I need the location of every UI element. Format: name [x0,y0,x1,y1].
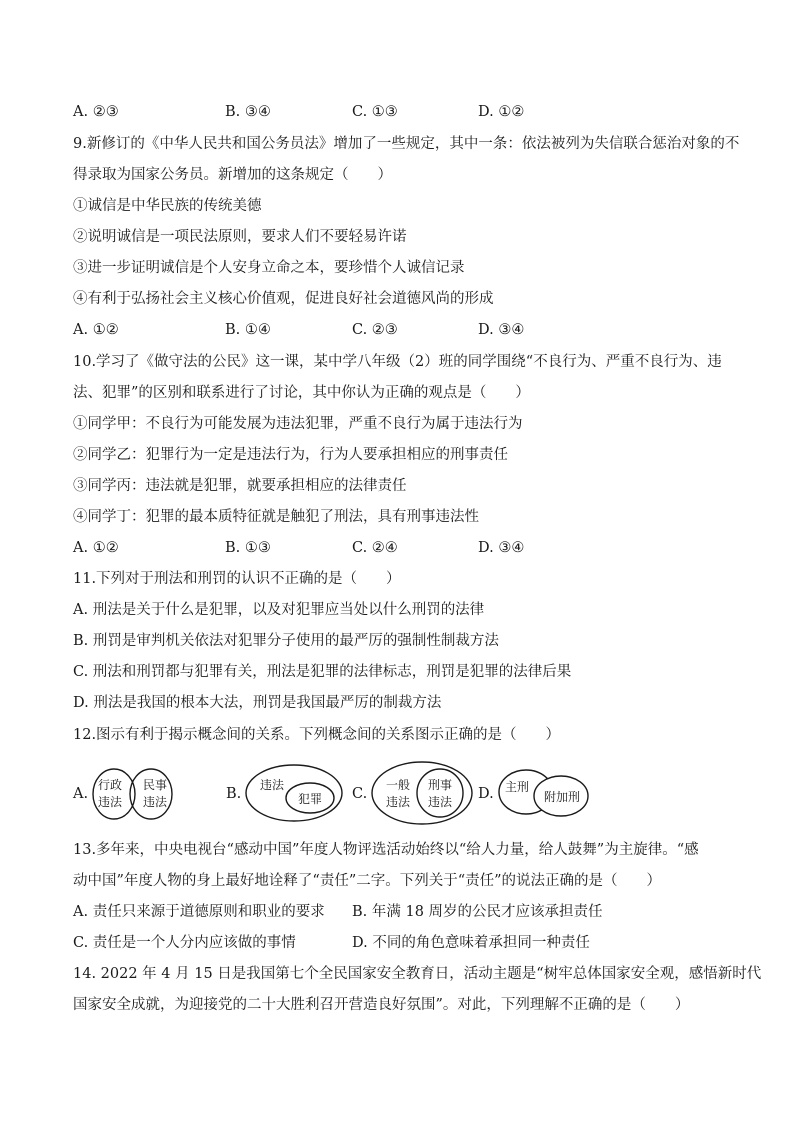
q12-stem: 12.图示有利于揭示概念间的关系。下列概念间的关系图示正确的是（ ） [73,727,561,743]
q13-stem-line1: 13.多年来，中央电视台“感动中国”年度人物评选活动始终以“给人力量，给人鼓舞”为主旋律。“感 [73,842,699,858]
q13-option-d[interactable]: D. 不同的角色意味着承担同一种责任 [352,935,590,951]
q13-stem-line2: 动中国”年度人物的身上最好地诠释了“责任”二字。下列关于“责任”的说法正确的是（ ） [73,873,662,889]
q11-stem: 11.下列对于刑法和刑罚的认识不正确的是（ ） [73,571,401,587]
diagram-c-right-bottom: 违法 [427,795,453,809]
diagram-d-outer-text: 主刑 [504,780,530,794]
q12-option-c-label[interactable]: C. [352,786,368,802]
q10-statement-3: ③同学丙：违法就是犯罪，就要承担相应的法律责任 [73,478,407,494]
diagram-c-right-top: 刑事 [427,778,453,792]
diagram-b-outer-ellipse [246,765,342,821]
q8-option-b[interactable]: B. ③④ [225,104,271,120]
q9-statement-1: ①诚信是中华民族的传统美德 [73,198,262,214]
q10-stem-line1: 10.学习了《做守法的公民》这一课，某中学八年级（2）班的同学围绕“不良行为、严重不良行为、违 [73,354,722,370]
q12-diagram-d[interactable] [496,765,592,823]
q9-option-c[interactable]: C. ②③ [352,322,398,338]
q9-stem-line2: 得录取为国家公务员。新增加的这条规定（ ） [73,167,392,183]
q14-stem-line1: 14. 2022 年 4 月 15 日是我国第七个全民国家安全教育日，活动主题是“树牢总体国家安全观，感悟新时代 [73,966,762,982]
q9-option-a[interactable]: A. ①② [73,322,119,338]
q14-stem-line2: 国家安全成就，为迎接党的二十大胜利召开营造良好氛围”。对此，下列理解不正确的是（ ） [73,997,690,1013]
q8-option-a[interactable]: A. ②③ [73,104,119,120]
q10-option-b[interactable]: B. ①③ [225,540,271,556]
diagram-a-left-circle [93,769,135,819]
diagram-c-inner-circle [417,769,463,817]
q10-statement-1: ①同学甲：不良行为可能发展为违法犯罪，严重不良行为属于违法行为 [73,416,523,432]
q11-option-a[interactable]: A. 刑法是关于什么是犯罪，以及对犯罪应当处以什么刑罚的法律 [73,602,485,618]
q12-option-b-label[interactable]: B. [226,786,242,802]
diagram-a-right-top: 民事 [142,778,168,792]
q10-option-c[interactable]: C. ②④ [352,540,398,556]
q10-statement-4: ④同学丁：犯罪的最本质特征就是触犯了刑法，具有刑事违法性 [73,509,479,525]
q9-statement-2: ②说明诚信是一项民法原则，要求人们不要轻易许诺 [73,229,407,245]
diagram-a-left-bottom: 违法 [97,795,123,809]
q12-option-a-label[interactable]: A. [73,786,89,802]
q8-option-c[interactable]: C. ①③ [352,104,398,120]
q11-option-c[interactable]: C. 刑法和刑罚都与犯罪有关，刑法是犯罪的法律标志，刑罚是犯罪的法律后果 [73,664,572,680]
q11-option-d[interactable]: D. 刑法是我国的根本大法，刑罚是我国最严厉的制裁方法 [73,695,442,711]
diagram-a-left-top: 行政 [97,778,123,792]
q9-statement-4: ④有利于弘扬社会主义核心价值观，促进良好社会道德风尚的形成 [73,291,494,307]
diagram-c-left-top: 一般 [385,778,411,792]
q10-statement-2: ②同学乙：犯罪行为一定是违法行为，行为人要承担相应的刑事责任 [73,447,508,463]
diagram-b-outer-text: 违法 [259,778,285,792]
diagram-a-right-circle [130,769,172,819]
q10-stem-line2: 法、犯罪”的区别和联系进行了讨论，其中你认为正确的观点是（ ） [73,385,530,401]
q11-option-b[interactable]: B. 刑罚是审判机关依法对犯罪分子使用的最严厉的强制性制裁方法 [73,633,499,649]
q9-option-d[interactable]: D. ③④ [478,322,525,338]
q8-option-d[interactable]: D. ①② [478,104,525,120]
q13-option-a[interactable]: A. 责任只来源于道德原则和职业的要求 [73,904,325,920]
q12-option-d-label[interactable]: D. [478,786,494,802]
q13-option-b[interactable]: B. 年满 18 周岁的公民才应该承担责任 [352,904,603,920]
q9-statement-3: ③进一步证明诚信是个人安身立命之本，要珍惜个人诚信记录 [73,260,465,276]
q13-option-c[interactable]: C. 责任是一个人分内应该做的事情 [73,935,296,951]
q12-diagram-c[interactable] [370,760,474,826]
q9-option-b[interactable]: B. ①④ [225,322,271,338]
q12-diagram-a[interactable] [90,765,176,823]
diagram-b-inner-text: 犯罪 [297,792,323,806]
diagram-a-right-bottom: 违法 [142,795,168,809]
diagram-c-outer-ellipse [372,762,472,824]
diagram-d-inner-text: 附加刑 [543,790,581,804]
q10-option-d[interactable]: D. ③④ [478,540,525,556]
q12-diagram-b[interactable] [244,762,346,824]
q10-option-a[interactable]: A. ①② [73,540,119,556]
diagram-c-left-bottom: 违法 [385,795,411,809]
q9-stem-line1: 9.新修订的《中华人民共和国公务员法》增加了一些规定，其中一条：依法被列为失信联合惩治对象的不 [73,136,740,152]
